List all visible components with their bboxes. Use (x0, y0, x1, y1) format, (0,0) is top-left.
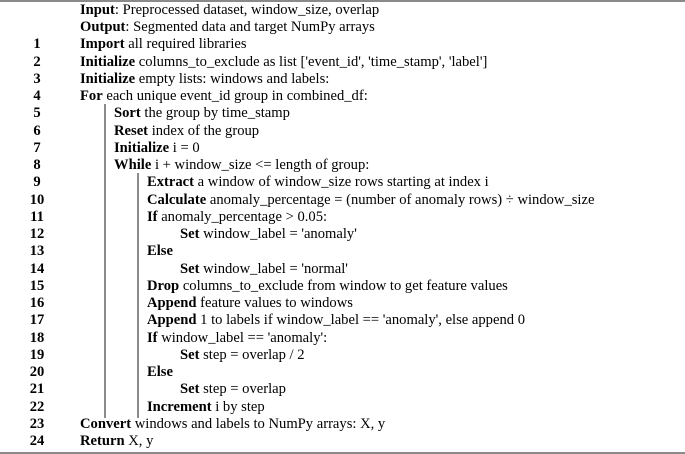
line-number: 12 (29, 226, 45, 243)
keyword: Calculate (147, 191, 207, 208)
keyword: Initialize (114, 139, 170, 156)
statement-text: columns_to_exclude from window to get feature values (179, 277, 508, 294)
statement-text: X, y (124, 433, 154, 449)
line-number: 18 (29, 329, 45, 346)
algorithm-line (0, 433, 685, 450)
keyword: While (114, 157, 152, 174)
keyword: Else (147, 364, 173, 381)
statement-text: the group by time_stamp (140, 105, 290, 122)
keyword: Initialize (80, 70, 136, 87)
algorithm-line (0, 54, 685, 71)
keyword: Initialize (80, 53, 136, 70)
algorithm-line (0, 278, 685, 295)
line-number: 7 (33, 139, 41, 156)
algorithm-line (0, 71, 685, 88)
algorithm-line (0, 381, 685, 398)
line-content (180, 261, 348, 278)
line-content (147, 278, 508, 295)
line-content (114, 157, 369, 174)
algorithm-line (0, 312, 685, 329)
line-number: 16 (29, 295, 45, 312)
line-number: 6 (33, 122, 41, 139)
line-number: 2 (33, 53, 41, 70)
line-content (147, 399, 265, 416)
line-number: 13 (29, 243, 45, 260)
line-content (80, 54, 487, 71)
algorithm-line (0, 123, 685, 140)
line-content (114, 105, 290, 122)
keyword: Extract (147, 174, 195, 191)
line-content (147, 174, 489, 191)
statement-text: windows and labels to NumPy arrays: X, y (131, 415, 386, 432)
algorithm-line (0, 330, 685, 347)
statement-text: window_label == 'anomaly': (157, 329, 328, 346)
algorithm-line (0, 226, 685, 243)
keyword: If (147, 208, 158, 225)
statement-text: : Segmented data and target NumPy arrays (125, 19, 375, 36)
statement-text: feature values to windows (196, 295, 353, 312)
keyword: Append (147, 295, 197, 312)
keyword: Import (80, 36, 125, 53)
keyword: Sort (114, 105, 141, 122)
line-number: 22 (29, 398, 45, 415)
keyword: Increment (147, 398, 212, 415)
keyword: Else (147, 243, 173, 260)
statement-text: all required libraries (124, 36, 247, 53)
algorithm-line (0, 347, 685, 364)
algorithm-line (0, 209, 685, 226)
line-content (180, 347, 305, 364)
line-content (80, 433, 153, 450)
line-content (147, 312, 525, 329)
algorithm-line (0, 416, 685, 433)
line-content (147, 192, 594, 209)
line-number: 24 (29, 433, 45, 449)
line-number: 3 (33, 70, 41, 87)
line-content (180, 381, 286, 398)
line-content (147, 330, 327, 347)
keyword: Convert (80, 415, 132, 432)
line-number: 5 (33, 105, 41, 122)
line-number: 15 (29, 277, 45, 294)
line-number: 17 (29, 312, 45, 329)
keyword: For (80, 88, 103, 105)
statement-text: step = overlap / 2 (199, 346, 305, 363)
line-content (180, 226, 357, 243)
statement-text: : Preprocessed dataset, window_size, overlap (114, 2, 380, 18)
line-content (80, 2, 379, 19)
statement-text: window_label = 'normal' (199, 260, 348, 277)
line-number: 14 (29, 260, 45, 277)
line-number: 19 (29, 346, 45, 363)
line-content (147, 209, 327, 226)
keyword: Output (80, 19, 126, 36)
statement-text: columns_to_exclude as list ['event_id', 'time_stamp', 'label'] (135, 53, 488, 70)
algorithm-line (0, 174, 685, 191)
line-content (80, 19, 375, 36)
line-number: 21 (29, 381, 45, 398)
keyword: Set (180, 226, 200, 243)
line-number: 20 (29, 364, 45, 381)
line-number: 1 (33, 36, 41, 53)
line-number: 9 (33, 174, 41, 191)
keyword: Reset (114, 122, 149, 139)
algorithm-line (0, 364, 685, 381)
line-content (147, 364, 173, 381)
keyword: Set (180, 381, 200, 398)
line-number: 11 (30, 208, 44, 225)
algorithm-line (0, 140, 685, 157)
keyword: Return (80, 433, 125, 449)
algorithm-line (0, 2, 685, 19)
statement-text: each unique event_id group in combined_df: (102, 88, 368, 105)
statement-text: window_label = 'anomaly' (199, 226, 357, 243)
algorithm-line (0, 261, 685, 278)
statement-text: index of the group (148, 122, 260, 139)
statement-text: step = overlap (199, 381, 286, 398)
statement-text: anomaly_percentage = (number of anomaly rows) ÷ window_size (206, 191, 595, 208)
keyword: Set (180, 346, 200, 363)
statement-text: i = 0 (169, 139, 200, 156)
algorithm-line (0, 88, 685, 105)
keyword: If (147, 329, 158, 346)
statement-text: a window of window_size rows starting at index i (194, 174, 489, 191)
algorithm-line (0, 105, 685, 122)
statement-text: anomaly_percentage > 0.05: (157, 208, 328, 225)
line-content (114, 140, 200, 157)
line-content (114, 123, 259, 140)
algorithm-line (0, 36, 685, 53)
keyword: Drop (147, 277, 180, 294)
algorithm-line (0, 295, 685, 312)
line-content (147, 243, 173, 260)
keyword: Set (180, 260, 200, 277)
line-content (147, 295, 353, 312)
algorithm-line (0, 192, 685, 209)
statement-text: i by step (211, 398, 265, 415)
line-content (80, 71, 329, 88)
algorithm-line (0, 243, 685, 260)
line-content (80, 36, 247, 53)
keyword: Append (147, 312, 197, 329)
line-number: 23 (29, 415, 45, 432)
line-content (80, 416, 385, 433)
algorithm-line (0, 399, 685, 416)
algorithm-line (0, 157, 685, 174)
algorithm-line (0, 19, 685, 36)
statement-text: empty lists: windows and labels: (135, 70, 330, 87)
line-number: 8 (33, 157, 41, 174)
statement-text: i + window_size <= length of group: (151, 157, 370, 174)
line-number: 10 (29, 191, 45, 208)
line-content (80, 88, 368, 105)
keyword: Input (80, 2, 115, 18)
line-number: 4 (33, 88, 41, 105)
statement-text: 1 to labels if window_label == 'anomaly', else append 0 (196, 312, 526, 329)
